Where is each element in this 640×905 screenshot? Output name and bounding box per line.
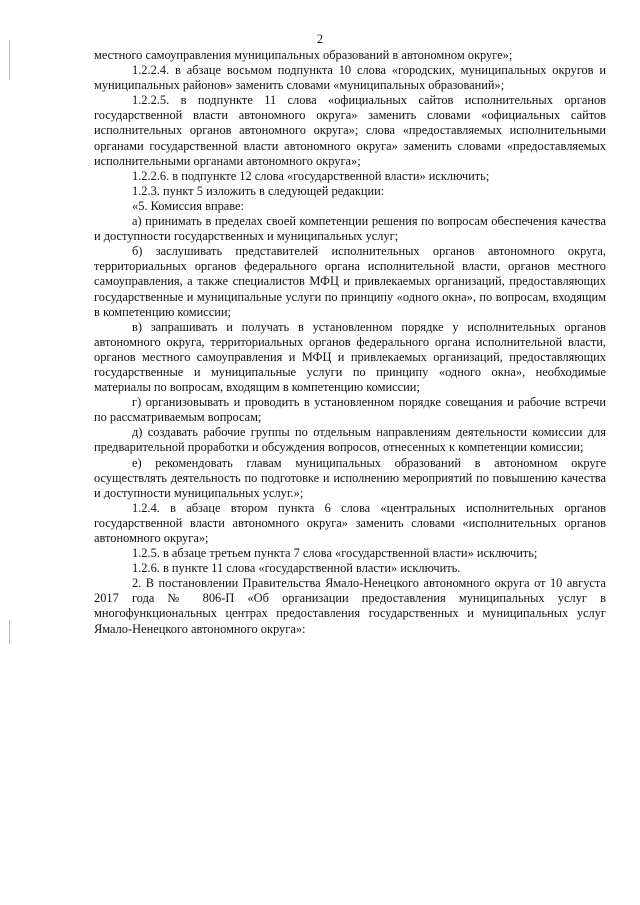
paragraph-item-b: б) заслушивать представителей исполнительных органов автономного округа, территориальных органов федерального органа исполнительной власти, органов местного самоуправления, а также специалистов МФЦ и привлекаемых организаций, предоставляющих государственные и муниципальные услуги по принципу «одного окна», по вопросам, входящим в компетенцию комиссии; [94,244,606,319]
document-body [94,48,606,637]
page-number: 2 [316,32,324,46]
paragraph-item-e: е) рекомендовать главам муниципальных образований в автономном округе осуществлять деятельность по подготовке и исполнению мероприятий по повышению качества и доступности муниципальных услуг.»; [94,455,606,500]
paragraph-continuation: местного самоуправления муниципальных образований в автономном округе»; [94,48,513,62]
paragraph-1-2-3: 1.2.3. пункт 5 изложить в следующей редакции: [132,183,385,198]
paragraph-1-2-6: 1.2.6. в пункте 11 слова «государственной власти» исключить. [132,561,461,576]
paragraph-1-2-5: 1.2.5. в абзаце третьем пункта 7 слова «государственной власти» исключить; [132,546,538,561]
paragraph-item-a: а) принимать в пределах своей компетенции решения по вопросам обеспечения качества и доступности государственных и муниципальных услуг; [94,214,606,244]
paragraph-1-2-2-5: 1.2.2.5. в подпункте 11 слова «официальных сайтов исполнительных органов государственной власти автономного округа» заменить словами «официальных сайтов исполнительных органов автономного округа»; слова «предоставляемых исполнительными органами государственной власти автономного округа» заменить словами «предоставляемых исполнительными органами автономного округа»; [94,93,606,168]
paragraph-2: 2. В постановлении Правительства Ямало-Ненецкого автономного округа от 10 августа 2017 года № 806-П «Об организации предоставления муниципальных услуг в многофункциональных центрах предоставления государственных и муниципальных услуг Ямало-Ненецкого автономного округа»: [94,576,606,636]
paragraph-1-2-2-6: 1.2.2.6. в подпункте 12 слова «государственной власти» исключить; [132,168,490,183]
paragraph-1-2-2-4: 1.2.2.4. в абзаце восьмом подпункта 10 слова «городских, муниципальных округов и муниципальных районов» заменить словами «муниципальных образований»; [94,63,606,93]
paragraph-1-2-4: 1.2.4. в абзаце втором пункта 6 слова «центральных исполнительных органов государственной власти автономного округа» заменить словами «исполнительных органов автономного округа»; [94,500,606,545]
paragraph-item-d: д) создавать рабочие группы по отдельным направлениям деятельности комиссии для предварительной проработки и обсуждения вопросов, отнесенных к компетенции комиссии; [94,425,606,455]
margin-binding-mark [9,620,10,644]
margin-binding-mark [9,40,10,80]
paragraph-item-v: в) запрашивать и получать в установленном порядке у исполнительных органов автономного округа, территориальных органов федерального органа исполнительной власти, органов местного самоуправления и МФЦ и привлекаемых организаций, предоставляющих государственные и муниципальные услуги по принципу «одного окна», необходимые материалы по вопросам, входящим в компетенцию комиссии; [94,319,606,395]
paragraph-item-5-intro: «5. Комиссия вправе: [132,198,244,213]
paragraph-item-g: г) организовывать и проводить в установленном порядке совещания и рабочие встречи по рассматриваемым вопросам; [94,395,606,425]
